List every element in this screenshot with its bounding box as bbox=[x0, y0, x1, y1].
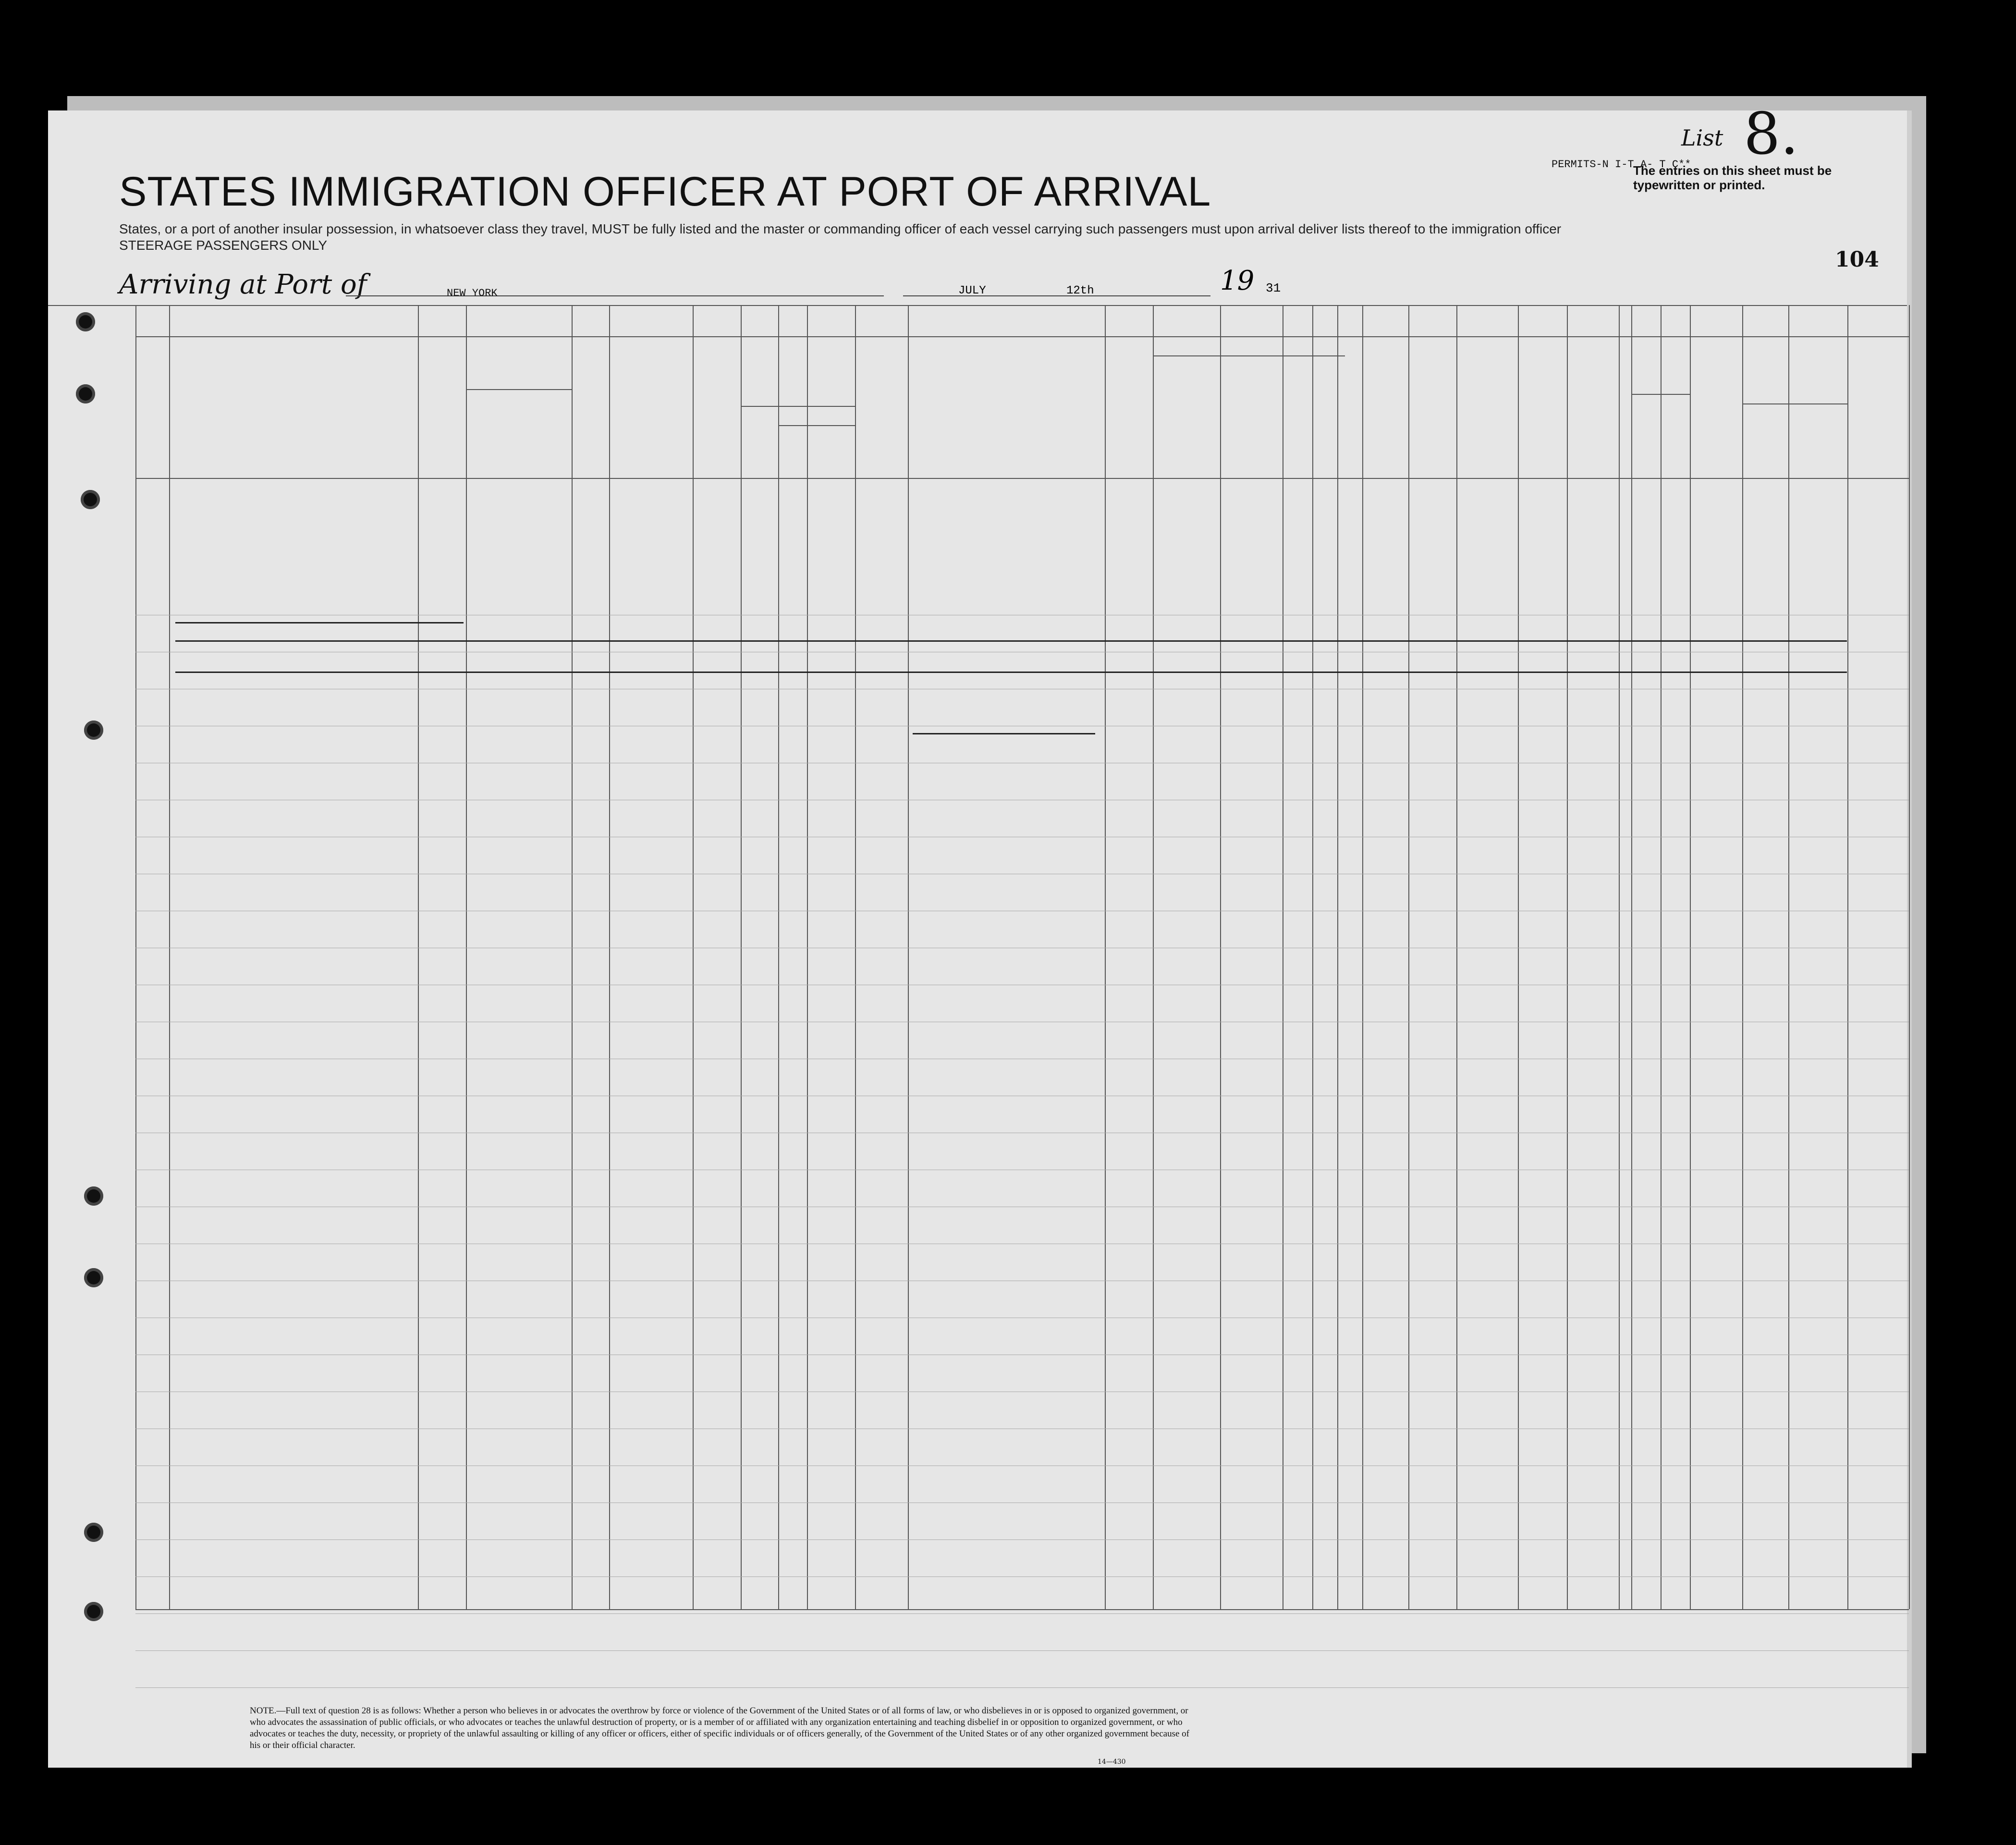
table-bottom-rule bbox=[135, 1609, 1909, 1610]
column-divider bbox=[1220, 305, 1221, 1609]
arrival-month: JULY bbox=[958, 284, 986, 297]
column-divider bbox=[1518, 305, 1519, 1609]
column-divider bbox=[908, 305, 909, 1609]
column-divider bbox=[778, 305, 779, 1609]
column-divider bbox=[1631, 305, 1632, 1609]
row-rule bbox=[135, 1576, 1909, 1577]
binder-hole bbox=[84, 1186, 103, 1206]
column-divider bbox=[855, 305, 856, 1609]
column-divider bbox=[1408, 305, 1409, 1609]
binder-hole bbox=[84, 1268, 103, 1287]
column-divider bbox=[1153, 305, 1154, 1609]
binder-hole bbox=[76, 312, 95, 331]
column-divider bbox=[135, 305, 136, 1609]
binder-hole bbox=[84, 1523, 103, 1542]
column-divider bbox=[169, 305, 170, 1609]
column-divider bbox=[1909, 305, 1910, 1609]
column-divider bbox=[1567, 305, 1568, 1609]
column-divider bbox=[609, 305, 610, 1609]
column-divider bbox=[693, 305, 694, 1609]
sheet-number: 104 bbox=[1835, 247, 1879, 272]
list-number: 8. bbox=[1744, 101, 1799, 168]
manifest-table bbox=[48, 110, 1907, 1768]
row-rule bbox=[135, 1687, 1909, 1688]
permits-stamp: PERMITS-N I-T A- T C** bbox=[1552, 159, 1691, 171]
manifest-sheet bbox=[48, 101, 1907, 1768]
header-bottom-rule bbox=[135, 478, 1909, 479]
final-destination-subrule bbox=[466, 389, 572, 390]
row-rule bbox=[135, 1613, 1909, 1614]
year-prefix: 19 bbox=[1220, 265, 1255, 296]
column-divider bbox=[807, 305, 808, 1609]
column-divider bbox=[1619, 305, 1620, 1609]
form-number: 14—430 bbox=[1098, 1758, 1126, 1766]
strike-row-2-a bbox=[175, 622, 464, 623]
column-divider bbox=[1847, 305, 1848, 1609]
binder-hole bbox=[84, 721, 103, 740]
binder-hole bbox=[81, 490, 100, 509]
binder-hole bbox=[76, 384, 95, 403]
column-divider bbox=[572, 305, 573, 1609]
page-title: STATES IMMIGRATION OFFICER AT PORT OF ARRIVAL bbox=[119, 169, 1211, 215]
column-divider bbox=[1312, 305, 1313, 1609]
typewritten-notice: The entries on this sheet must be typewritten or printed. bbox=[1633, 163, 1832, 192]
column-divider bbox=[1788, 305, 1789, 1609]
color-subrule bbox=[1742, 403, 1847, 404]
arrival-day: 12th bbox=[1066, 284, 1094, 297]
column-divider bbox=[741, 305, 742, 1609]
column-divider bbox=[466, 305, 467, 1609]
column-divider bbox=[1690, 305, 1691, 1609]
height-subrule bbox=[1631, 394, 1690, 395]
column-divider bbox=[1362, 305, 1363, 1609]
strike-row-2-b bbox=[175, 640, 1847, 642]
column-divider bbox=[1742, 305, 1743, 1609]
strike-row-3 bbox=[175, 672, 1847, 673]
column-divider bbox=[1456, 305, 1457, 1609]
column-divider bbox=[418, 305, 419, 1609]
column-divider bbox=[1105, 305, 1106, 1609]
steerage-label: STEERAGE PASSENGERS ONLY bbox=[119, 238, 328, 253]
list-label: List bbox=[1681, 125, 1723, 151]
column-divider bbox=[1337, 305, 1338, 1609]
footnote: NOTE.—Full text of question 28 is as follows: Whether a person who believes in or advocates the overthrow by force or violence of the Government of the United States or of all forms of law, or who disbelieves in or is opposed to organized government, or who advocates the assassination of public officials, or who advocates or teaches the unlawful destruction of property, or is a member of or affiliated with any organization entertaining and teaching disbelief in or opposition to organized government, or who advocates or teaches the duty, necessity, or propriety of the unlawful assaulting or killing of any officer or officers, either of specific individuals or of officers generally, of the Government of the United States or of any other organized government because of his or their official character. bbox=[250, 1706, 1190, 1750]
arriving-label: Arriving at Port of bbox=[119, 269, 367, 300]
purpose-subrule bbox=[1153, 355, 1345, 356]
table-top-rule bbox=[48, 305, 1907, 306]
binder-hole bbox=[84, 1602, 103, 1621]
row-rule bbox=[135, 1650, 1909, 1651]
header-numbers-rule bbox=[135, 336, 1909, 337]
strike-row-5-uncle bbox=[913, 733, 1095, 734]
ifyes-subrule bbox=[778, 425, 855, 426]
year-suffix: 31 bbox=[1266, 281, 1281, 295]
column-divider bbox=[1661, 305, 1662, 1609]
port-value: NEW YORK bbox=[447, 287, 498, 299]
subtitle-text: States, or a port of another insular possession, in whatsoever class they travel, MUST be fully listed and the master or commanding officer of each vessel carrying such passengers must upon arrival deliver lists thereof to the immigration officer bbox=[119, 221, 1562, 236]
before-us-subrule bbox=[741, 406, 855, 407]
